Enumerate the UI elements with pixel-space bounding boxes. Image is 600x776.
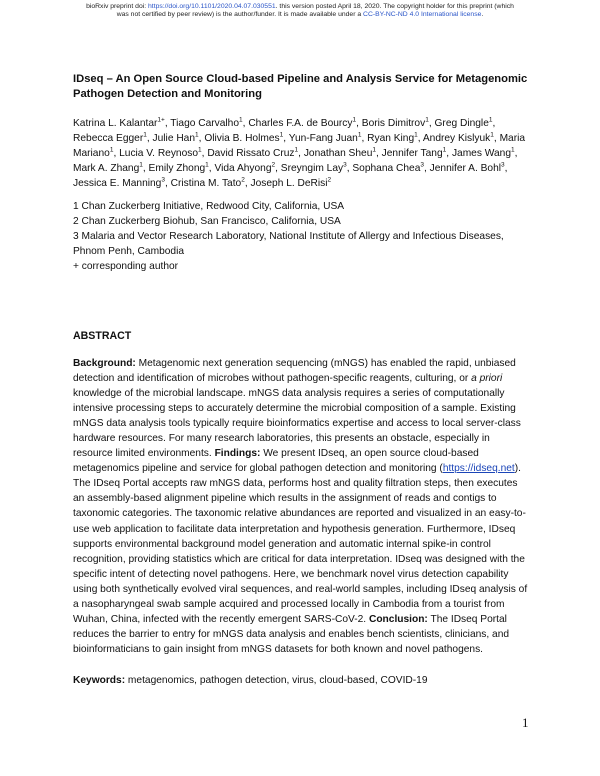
author-name: Greg Dingle (434, 118, 489, 129)
author (207, 148, 298, 159)
conclusion-text: The IDseq Portal reduces the barrier to entry for mNGS data analysis and enables bench scientists, clinicians, and bioinformaticians to gain insight from mNGS datasets for both known and novel pathogens. (73, 613, 510, 655)
author-affiliation-mark: 1 (352, 116, 357, 124)
author (73, 178, 165, 189)
author-name: David Rissato Cruz (207, 148, 295, 159)
keywords (73, 673, 531, 688)
author-name: Maria Mariano (73, 133, 526, 159)
author (119, 148, 202, 159)
findings-text: We present IDseq, an open source cloud-based metagenomics pipeline and service for global pathogen detection and monitoring ( (73, 448, 479, 475)
paper-title: IDseq – An Open Source Cloud-based Pipeline and Analysis Service for Metagenomic Pathogen Detection and Monitoring (73, 73, 528, 100)
conclusion-label: Conclusion: (368, 613, 428, 625)
keywords-text: metagenomics, pathogen detection, virus, cloud-based, COVID-19 (125, 675, 428, 686)
doi-link[interactable]: https://doi.org/10.1101/2020.04.07.030551 (148, 3, 276, 10)
author-name: Julie Han (152, 133, 196, 144)
author (423, 133, 494, 144)
author (149, 163, 209, 174)
author (204, 133, 283, 144)
author-list: Katrina L. Kalantar$^{1+}$, Tiago Carvalho$^1$, Charles F.A. de Bourcy$^1$, Boris Dimitrov$^1$, Greg Dingle$^1$, Rebecca Egger$^1$, Julie Han$^1$, Olivia B. Holmes$^1$, Yun-Fang Juan$^1$, Ryan King$^1$, Andrey Kislyuk$^1$, Maria Mariano$^1$, Lucia V. Reynoso$^1$, David Rissato Cruz$^1$, Jonathan Sheu$^1$, Jennifer Tang$^1$, James Wang$^1$, Mark A. Zhang$^1$, Emily Zhong$^1$, Vida Ahyong$^2$, Sreyngim Lay$^3$, Sophana Chea$^3$, Jennifer A. Bohl$^3$, Jessica E. Manning$^3$, Cristina M. Tato$^2$, Joseph L. DeRisi$^2$ (73, 116, 526, 189)
author-name: Jonathan Sheu (303, 148, 373, 159)
author-name: Sophana Chea (352, 163, 421, 174)
author-affiliation-mark: 1 (205, 161, 209, 169)
author-name: Olivia B. Holmes (204, 133, 280, 144)
author-affiliation-mark: 1 (414, 131, 418, 139)
author-name: Sreyngim Lay (280, 163, 344, 174)
author-affiliation-mark: 1 (488, 116, 493, 124)
author (289, 133, 362, 144)
author-affiliation-mark: 1 (442, 146, 447, 154)
author (281, 163, 347, 174)
background-text-cont: knowledge of the microbial landscape. mNGS data analysis requires a series of computationally intensive processing steps to accurately determine the microbial composition of a sample. Existing mNGS data analysis tools typically require bioinformatics expertise and access to local server-class hardware resources. For many research laboratories, this presents an obstacle, especially in resource limited environments. (73, 388, 521, 460)
author-affiliation-mark: 1 (198, 146, 202, 154)
author (452, 148, 515, 159)
author-affiliation-mark: 1 (109, 146, 114, 154)
idseq-link[interactable]: https://idseq.net (442, 463, 515, 475)
background-label: Background: (73, 358, 136, 369)
abstract-body (73, 356, 531, 657)
author-affiliation-mark: 3 (161, 176, 165, 184)
author-name: Jennifer A. Bohl (429, 163, 502, 174)
author-name: Charles F.A. de Bourcy (248, 118, 353, 129)
author-name: Emily Zhong (148, 163, 206, 174)
author-affiliation-mark: 1 (139, 161, 143, 169)
author-name: Ryan King (367, 133, 415, 144)
author-affiliation-mark: 1 (279, 131, 284, 139)
affiliations (73, 199, 535, 274)
author-affiliation-mark: 1 (490, 131, 494, 139)
author (304, 148, 376, 159)
author-affiliation-mark: 3 (501, 161, 505, 169)
author (367, 133, 418, 144)
keywords-label: Keywords: (73, 675, 126, 686)
author-affiliation-mark: 3 (343, 161, 347, 169)
affiliation-2: 2 Chan Zuckerberg Biohub, San Francisco, California, USA (73, 216, 341, 227)
author-affiliation-mark: 2 (241, 176, 245, 184)
author (430, 163, 505, 174)
author (73, 118, 165, 129)
header-end: . (481, 11, 484, 19)
author-affiliation-mark: 1 (143, 131, 147, 139)
author (73, 133, 147, 144)
author-affiliation-mark: 3 (420, 161, 424, 169)
abstract-heading: ABSTRACT (73, 330, 132, 342)
findings-label: Findings: (214, 448, 261, 460)
author-name: Cristina M. Tato (170, 178, 242, 189)
page-number: 1 (522, 715, 529, 730)
author-name: Tiago Carvalho (170, 118, 240, 129)
license-link[interactable]: CC-BY-NC-ND 4.0 International license (363, 11, 482, 19)
author-name: Vida Ahyong (214, 163, 272, 174)
author-name: Mark A. Zhang (73, 163, 140, 174)
author-affiliation-mark: 1 (294, 146, 299, 154)
author-affiliation-mark: 1 (195, 131, 199, 139)
author (362, 118, 429, 129)
preprint-header (20, 3, 580, 19)
author (171, 178, 245, 189)
author (153, 133, 199, 144)
author-name: James Wang (451, 148, 512, 159)
a-priori-text: a priori (471, 373, 503, 385)
author-affiliation-mark: 1+ (157, 116, 165, 124)
author-affiliation-mark: 1 (372, 146, 376, 154)
corresponding-note: + corresponding author (73, 261, 179, 272)
header-license-prefix: was not certified by peer review) is the author/funder. It is made available under a (116, 11, 364, 19)
header-prefix: bioRxiv preprint doi: (86, 3, 149, 10)
author-name: Jennifer Tang (381, 148, 443, 159)
author-name: Yun-Fang Juan (288, 133, 358, 144)
author-name: Jessica E. Manning (73, 178, 162, 189)
author (251, 178, 332, 189)
author (435, 118, 493, 129)
author-affiliation-mark: 2 (271, 161, 276, 169)
author (214, 163, 275, 174)
author-name: Lucia V. Reynoso (119, 148, 199, 159)
affiliation-3: 3 Malaria and Vector Research Laboratory, National Institute of Allergy and Infectious Diseases, Phnom Penh, Cambodia (73, 231, 504, 257)
author-name: Boris Dimitrov (361, 118, 426, 129)
author-name: Katrina L. Kalantar (73, 118, 158, 129)
author-affiliation-mark: 2 (327, 176, 332, 184)
author-affiliation-mark: 1 (239, 116, 243, 124)
findings-text-cont: ). The IDseq Portal accepts raw mNGS data, performs host and quality filtration steps, then executes an assembly-based alignment pipeline which results in the assignment of reads and contigs to taxonomic categories. The taxonomic relative abundances are reported and visualized in an easy-to-use web application to facilitate data interpretation and hypothesis generation. Furthermore, IDseq supports environmental background model generation and automatic internal spike-in control recognition, providing statistics which are critical for data interpretation. IDseq was designed with the specific intent of detecting novel pathogens. Here, we benchmark novel virus detection capability using both synthetically evolved viral sequences, and real-world samples, including IDseq analysis of a nasopharyngeal swab sample acquired and processed locally in Cambodia from a tourist from Wuhan, China, infected with the recently emergent SARS-CoV-2. (73, 463, 528, 625)
background-text: Metagenomic next generation sequencing (mNGS) has enabled the rapid, unbiased detection and identification of microbes without pathogen-specific reagents, culturing, or (73, 358, 516, 385)
author-name: Rebecca Egger (73, 133, 144, 144)
author (248, 118, 356, 129)
author-name: Joseph L. DeRisi (250, 178, 328, 189)
author (352, 163, 424, 174)
author-name: Andrey Kislyuk (422, 133, 491, 144)
header-posted: . this version posted April 18, 2020. The copyright holder for this preprint (which (275, 3, 514, 10)
author-affiliation-mark: 1 (357, 131, 362, 139)
author-affiliation-mark: 1 (511, 146, 515, 154)
author (73, 163, 143, 174)
author (170, 118, 242, 129)
author (382, 148, 447, 159)
affiliation-1: 1 Chan Zuckerberg Initiative, Redwood City, California, USA (73, 201, 345, 212)
author-affiliation-mark: 1 (425, 116, 429, 124)
